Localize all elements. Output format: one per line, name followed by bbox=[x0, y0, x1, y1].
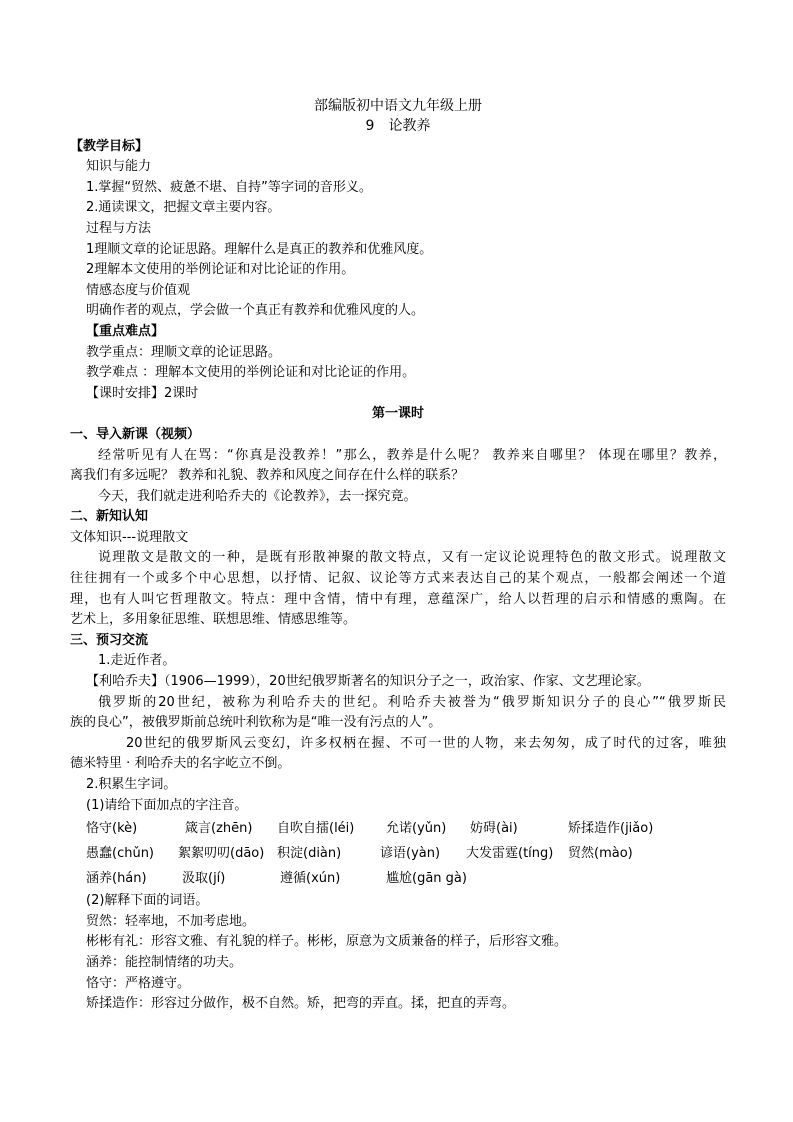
section-2-header: 二、新知认知 bbox=[70, 509, 149, 525]
vocab-word: 遵循(xún) bbox=[280, 871, 341, 887]
section-3-header: 三、预习交流 bbox=[70, 632, 149, 648]
vocab-word: 尴尬(gān gà) bbox=[386, 871, 467, 887]
process-header: 过程与方法 bbox=[86, 220, 152, 236]
author-paragraph-line: 20世纪的俄罗斯风云变幻，许多权柄在握、不可一世的人物，来去匆匆，成了时代的过客，唯独 bbox=[126, 735, 726, 751]
emotion-header: 情感态度与价值观 bbox=[86, 282, 191, 298]
document-page bbox=[70, 96, 726, 1015]
genre-paragraph-line: 往往拥有一个或多个中心思想，以抒情、记叙、议论等方式来表达自己的某个观点，一般都会阐述一个道 bbox=[70, 571, 726, 587]
vocab-word: 涵养(hán) bbox=[86, 871, 147, 887]
definition-item: 贸然：轻率地，不加考虑地。 bbox=[86, 913, 256, 929]
class-schedule: 【课时安排】2课时 bbox=[86, 385, 199, 401]
genre-subheader: 文体知识---说理散文 bbox=[70, 529, 189, 545]
section-1-header: 一、导入新课（视频） bbox=[70, 426, 201, 442]
genre-paragraph-line: 说理散文是散文的一种，是既有形散神聚的散文特点，又有一定议论说理特色的散文形式。说理散文 bbox=[98, 550, 726, 566]
section-1-paragraph-line: 经常听见有人在骂：“你真是没教养！”那么，教养是什么呢？ 教养来自哪里？ 体现在哪里？教养， bbox=[98, 447, 726, 463]
vocab-word: 自吹自擂(léi) bbox=[277, 821, 355, 837]
vocab-word: 大发雷霆(tíng) bbox=[466, 846, 554, 862]
vocab-word: 矫揉造作(jiǎo) bbox=[568, 821, 654, 837]
key-header: 【重点难点】 bbox=[86, 323, 165, 339]
teaching-difficulty: 教学难点 ：理解本文使用的举例论证和对比论证的作用。 bbox=[86, 365, 416, 381]
vocab-word: 贸然(mào) bbox=[568, 846, 633, 862]
pinyin-instruction: (1)请给下面加点的字注音。 bbox=[86, 797, 248, 813]
author-paragraph-line: 德米特里 · 利哈乔夫的名字屹立不倒。 bbox=[70, 756, 291, 772]
genre-paragraph-line: 艺术上，多用象征思维、联想思维、情感思维等。 bbox=[70, 612, 357, 628]
definition-item: 彬彬有礼：形容文雅、有礼貌的样子。彬彬，原意为文质兼备的样子，后形容文雅。 bbox=[86, 934, 568, 950]
definition-item: 恪守：严格遵守。 bbox=[86, 975, 191, 991]
section-1-paragraph-2: 今天，我们就走进利哈乔夫的《论教养》，去一探究竟。 bbox=[98, 488, 417, 504]
author-paragraph-line: 俄罗斯的20世纪，被称为利哈乔夫的世纪。利哈乔夫被誉为“俄罗斯知识分子的良心”“俄罗斯民 bbox=[98, 694, 726, 710]
goals-header: 【教学目标】 bbox=[70, 138, 149, 154]
knowledge-item-2: 2.通读课文，把握文章主要内容。 bbox=[86, 200, 281, 216]
teaching-focus: 教学重点：理顺文章的论证思路。 bbox=[86, 344, 282, 360]
vocab-row bbox=[70, 816, 726, 841]
vocab-word: 絮絮叨叨(dāo) bbox=[178, 846, 265, 862]
vocab-word: 允诺(yǔn) bbox=[386, 821, 447, 837]
author-subheader: 1.走近作者。 bbox=[98, 653, 176, 669]
author-intro: 【利哈乔夫】（1906—1999），20世纪俄罗斯著名的知识分子之一，政治家、作家、文艺理论家。 bbox=[86, 674, 650, 690]
vocab-word: 妨碍(ài) bbox=[470, 821, 518, 837]
vocab-word: 愚蠢(chǔn) bbox=[86, 846, 155, 862]
vocab-word: 恪守(kè) bbox=[86, 821, 138, 837]
section-1-paragraph-line: 离我们有多远呢？ 教养和礼貌、教养和风度之间存在什么样的联系？ bbox=[70, 468, 465, 484]
lesson1-header: 第一课时 bbox=[371, 406, 424, 422]
vocab-word: 积淀(diàn) bbox=[277, 846, 342, 862]
vocab-word: 箴言(zhēn) bbox=[185, 821, 253, 837]
lesson-title: 9 论教养 bbox=[365, 118, 431, 134]
vocab-word: 谚语(yàn) bbox=[380, 846, 441, 862]
document-title: 部编版初中语文九年级上册 bbox=[314, 98, 482, 114]
knowledge-header: 知识与能力 bbox=[86, 159, 152, 175]
definition-item: 涵养：能控制情绪的功夫。 bbox=[86, 954, 243, 970]
genre-paragraph-line: 理，也有人叫它哲理散文。特点：理中含情，情中有理，意蕴深广，给人以哲理的启示和情感的熏陶。在 bbox=[70, 591, 726, 607]
definitions-header: (2)解释下面的词语。 bbox=[86, 893, 209, 909]
process-item-2: 2理解本文使用的举例论证和对比论证的作用。 bbox=[86, 262, 355, 278]
vocab-row bbox=[70, 841, 726, 866]
knowledge-item-1: 1.掌握“贸然、疲惫不堪、自持”等字词的音形义。 bbox=[86, 179, 372, 195]
author-paragraph-line: 族的良心”，被俄罗斯前总统叶利钦称为是“唯一没有污点的人”。 bbox=[70, 715, 442, 731]
vocab-row bbox=[70, 866, 726, 891]
process-item-1: 1理顺文章的论证思路。理解什么是真正的教养和优雅风度。 bbox=[86, 241, 433, 257]
emotion-item-1: 明确作者的观点，学会做一个真正有教养和优雅风度的人。 bbox=[86, 303, 425, 319]
vocab-word: 汲取(jí) bbox=[182, 871, 226, 887]
definition-item: 矫揉造作：形容过分做作，极不自然。矫，把弯的弄直。揉，把直的弄弯。 bbox=[86, 996, 516, 1012]
vocab-subheader: 2.积累生字词。 bbox=[86, 777, 177, 792]
